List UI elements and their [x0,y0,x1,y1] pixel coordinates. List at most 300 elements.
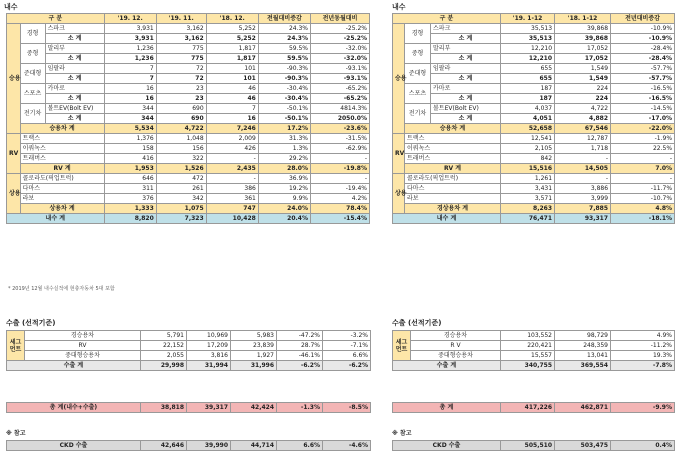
export-row [7,361,371,371]
value-cell: 5,534 [104,124,156,134]
export-monthly-table [6,330,371,371]
value-cell: -11.7% [611,184,675,194]
value-cell: 7,323 [156,214,206,224]
value-cell: 369,554 [555,361,611,371]
value-cell: 101 [206,74,258,84]
table-row [393,24,675,34]
value-cell: -7.8% [611,361,675,371]
header-col: 전월대비증감 [258,14,310,24]
value-cell: 76,471 [501,214,555,224]
value-cell: 361 [206,194,258,204]
row-label: 소 계 [431,74,501,84]
value-cell: 44,714 [231,441,277,451]
value-cell: 103,552 [501,331,555,341]
value-cell: -28.4% [611,54,675,64]
row-label: 승용차 계 [405,124,501,134]
domestic-title-left: 내수 [4,3,18,11]
ref-label-left: ※ 참고 [6,430,26,437]
value-cell: 12,541 [501,134,555,144]
row-label: 카마로 [431,84,501,94]
header-col: '18. 1-12 [555,14,611,24]
value-cell: 187 [501,94,555,104]
value-cell: 1,526 [156,164,206,174]
row-label: 스파크 [45,24,104,34]
table-row [7,214,370,224]
export-side-label: 세그먼트 [393,331,411,361]
value-cell: - [206,174,258,184]
value-cell: 3,886 [555,184,611,194]
summary-row [393,441,675,451]
table-row [7,24,370,34]
summary-row [393,403,675,413]
table-row [393,194,675,204]
row-label: 트래버스 [405,154,501,164]
value-cell: 16 [206,114,258,124]
value-cell: 93,317 [555,214,611,224]
row-label: 경승용차 [411,331,501,341]
value-cell: 7 [206,104,258,114]
value-cell: -10.9% [611,34,675,44]
value-cell: 10,969 [187,331,231,341]
value-cell: - [206,154,258,164]
row-label: 다마스 [405,184,501,194]
row-label: 수출 계 [7,361,141,371]
value-cell: 8,263 [501,204,555,214]
export-title-right: 수출 (선적기준) [392,319,442,327]
value-cell: 5,252 [206,34,258,44]
footnote: * 2019년 12월 내수실적에 현충자동차 5대 포함 [8,286,115,292]
value-cell: 5,252 [206,24,258,34]
value-cell: 52,658 [501,124,555,134]
value-cell: 39,868 [555,24,611,34]
value-cell: 1,075 [156,204,206,214]
row-label: 이쿼녹스 [20,144,104,154]
row-label: 말리부 [45,44,104,54]
value-cell: -1.9% [611,134,675,144]
value-cell: -15.4% [311,214,370,224]
table-row [393,114,675,124]
header-category: 구 분 [7,14,105,24]
value-cell: 23 [156,84,206,94]
value-cell: 426 [206,144,258,154]
table-row [393,104,675,114]
value-cell: 39,317 [187,403,231,413]
group-label-rv: RV [7,134,21,174]
value-cell: 417,226 [501,403,555,413]
value-cell: - [611,154,675,164]
value-cell: 28.7% [277,341,323,351]
value-cell: 655 [501,64,555,74]
header-col: 전년대비증감 [611,14,675,24]
value-cell: 35,513 [501,34,555,44]
value-cell: 503,475 [555,441,611,451]
value-cell: -6.2% [323,361,371,371]
table-row [7,74,370,84]
header-row [7,14,370,24]
value-cell: 220,421 [501,341,555,351]
row-label: 다마스 [20,184,104,194]
row-label: 상용차 계 [20,204,104,214]
value-cell: 775 [156,54,206,64]
table-row [7,64,370,74]
value-cell: 747 [206,204,258,214]
value-cell: -30.4% [258,94,310,104]
table-row [7,104,370,114]
value-cell: 156 [156,144,206,154]
value-cell: 4,051 [501,114,555,124]
value-cell: 2,009 [206,134,258,144]
value-cell: 28.0% [258,164,310,174]
table-row [7,194,370,204]
table-row [7,44,370,54]
header-category: 구 분 [393,14,501,24]
group-label-passenger: 승용 [7,24,21,134]
value-cell: 311 [104,184,156,194]
value-cell: 29.2% [258,154,310,164]
value-cell: 8,820 [104,214,156,224]
row-label: 승용차 계 [20,124,104,134]
row-label: 라보 [405,194,501,204]
value-cell: 19.2% [258,184,310,194]
table-row [393,84,675,94]
segment-label: 경형 [20,24,45,44]
value-cell: 59.5% [258,54,310,64]
row-label: 소 계 [431,34,501,44]
value-cell: 261 [156,184,206,194]
value-cell: 1,236 [104,54,156,64]
value-cell: 1,953 [104,164,156,174]
value-cell: 17,052 [555,44,611,54]
row-label: RV [25,341,141,351]
summary-row [7,441,371,451]
value-cell: -11.2% [611,341,675,351]
table-row [393,154,675,164]
value-cell: 842 [501,154,555,164]
row-label: 소 계 [45,34,104,44]
table-row [7,154,370,164]
value-cell: -57.7% [611,64,675,74]
segment-label: 중형 [405,44,431,64]
value-cell: 344 [104,114,156,124]
table-row [393,134,675,144]
value-cell: -6.2% [277,361,323,371]
value-cell: 15,557 [501,351,555,361]
value-cell: 1,236 [104,44,156,54]
value-cell: 3,431 [501,184,555,194]
value-cell: 14,505 [555,164,611,174]
value-cell: 376 [104,194,156,204]
value-cell: 462,871 [555,403,611,413]
table-row [7,34,370,44]
value-cell: 416 [104,154,156,164]
value-cell: 13,041 [555,351,611,361]
value-cell: 158 [104,144,156,154]
export-row [393,361,675,371]
row-label: 트랙스 [405,134,501,144]
value-cell: 4,037 [501,104,555,114]
value-cell: -47.2% [277,331,323,341]
value-cell: 36.9% [258,174,310,184]
value-cell: -93.1% [311,64,370,74]
value-cell: 29,998 [141,361,187,371]
grand-total-right [392,402,675,413]
value-cell: 7,885 [555,204,611,214]
value-cell: 187 [501,84,555,94]
table-row [7,94,370,104]
summary-row [7,403,371,413]
value-cell: 322 [156,154,206,164]
value-cell: 16 [104,94,156,104]
grand-total-left [6,402,371,413]
value-cell: 15,516 [501,164,555,174]
value-cell: -57.7% [611,74,675,84]
value-cell: 3,931 [104,24,156,34]
value-cell: 386 [206,184,258,194]
value-cell: 3,162 [156,24,206,34]
value-cell: 10,428 [206,214,258,224]
ckd-right [392,440,675,451]
value-cell: -10.9% [611,24,675,34]
value-cell: 1,549 [555,74,611,84]
row-label: 소 계 [431,94,501,104]
value-cell: - [555,154,611,164]
segment-label: 준대형 [20,64,45,84]
row-label: 경상용차 계 [405,204,501,214]
value-cell: -4.6% [323,441,371,451]
value-cell: 4.8% [611,204,675,214]
export-title-left: 수출 (선적기준) [6,319,56,327]
group-label-rv: RV [393,134,405,174]
table-row [393,214,675,224]
table-row [393,204,675,214]
row-label: 카마로 [45,84,104,94]
value-cell: 6.6% [277,441,323,451]
domestic-title-right: 내수 [392,3,406,11]
value-cell: -62.9% [311,144,370,154]
value-cell: 4,882 [555,114,611,124]
value-cell: 2050.0% [311,114,370,124]
value-cell: 16 [104,84,156,94]
value-cell: 3,931 [104,34,156,44]
segment-label: 전기차 [405,104,431,124]
segment-label: 경형 [405,24,431,44]
value-cell: 24.0% [258,204,310,214]
table-row [393,144,675,154]
value-cell: 224 [555,84,611,94]
header-col: '19. 1-12 [501,14,555,24]
value-cell: 342 [156,194,206,204]
row-label: 볼트EV(Bolt EV) [431,104,501,114]
header-col: '19. 12. [104,14,156,24]
row-label: 소 계 [45,94,104,104]
value-cell: 2,435 [206,164,258,174]
row-label: RV 계 [405,164,501,174]
row-label: 중대형승용차 [25,351,141,361]
value-cell: 1,817 [206,54,258,64]
value-cell: -19.4% [311,184,370,194]
value-cell: -25.2% [311,34,370,44]
table-row [393,34,675,44]
value-cell: 4.9% [611,331,675,341]
row-label: 소 계 [431,54,501,64]
table-row [7,114,370,124]
table-row [393,184,675,194]
row-label: RV 계 [20,164,104,174]
export-row [7,341,371,351]
value-cell: 12,787 [555,134,611,144]
value-cell: 1,261 [501,174,555,184]
value-cell: 3,162 [156,34,206,44]
value-cell: -8.5% [323,403,371,413]
value-cell: 7 [104,74,156,84]
export-side-label: 세그먼트 [7,331,25,361]
row-label: 라보 [20,194,104,204]
value-cell: 775 [156,44,206,54]
value-cell: 4.2% [311,194,370,204]
value-cell: 23,839 [231,341,277,351]
value-cell: 472 [156,174,206,184]
table-row [393,174,675,184]
value-cell: 4,722 [156,124,206,134]
value-cell: 78.4% [311,204,370,214]
value-cell: 39,868 [555,34,611,44]
value-cell: -9.9% [611,403,675,413]
value-cell: 9.9% [258,194,310,204]
segment-label: 스포츠 [20,84,45,104]
value-cell: 646 [104,174,156,184]
value-cell: -19.8% [311,164,370,174]
value-cell: -10.7% [611,194,675,204]
value-cell: - [611,174,675,184]
row-label: 내수 계 [7,214,105,224]
value-cell: -28.4% [611,44,675,54]
ref-label-right: ※ 참고 [392,430,412,437]
table-row [393,74,675,84]
value-cell: 31,996 [231,361,277,371]
row-label: R V [411,341,501,351]
value-cell: 39,990 [187,441,231,451]
value-cell: 17,209 [187,341,231,351]
row-label: 임팔라 [45,64,104,74]
header-col: '18. 12. [206,14,258,24]
export-annual-table [392,330,675,371]
value-cell: -90.3% [258,64,310,74]
value-cell: 72 [156,64,206,74]
row-label: 소 계 [45,74,104,84]
value-cell: 31.3% [258,134,310,144]
table-row [7,144,370,154]
value-cell: -25.2% [311,24,370,34]
row-label: CKD 수출 [7,441,141,451]
value-cell: -90.3% [258,74,310,84]
row-label: 중대형승용차 [411,351,501,361]
value-cell: 7.0% [611,164,675,174]
value-cell: 24.3% [258,34,310,44]
segment-label: 전기차 [20,104,45,124]
value-cell: 1,333 [104,204,156,214]
table-row [7,184,370,194]
value-cell: 3,999 [555,194,611,204]
row-label: 트랙스 [20,134,104,144]
value-cell: 6.6% [323,351,371,361]
value-cell: 1.3% [258,144,310,154]
value-cell: 31,994 [187,361,231,371]
value-cell: 5,983 [231,331,277,341]
value-cell: 4,722 [555,104,611,114]
row-label: 총 계(내수+수출) [7,403,141,413]
row-label: CKD 수출 [393,441,501,451]
value-cell: 3,571 [501,194,555,204]
value-cell: 340,755 [501,361,555,371]
table-row [7,54,370,64]
value-cell: -23.6% [311,124,370,134]
value-cell: 67,546 [555,124,611,134]
value-cell: 72 [156,74,206,84]
export-row [393,351,675,361]
row-label: 볼트EV(Bolt EV) [45,104,104,114]
value-cell: -65.2% [311,94,370,104]
table-row [393,124,675,134]
value-cell: -30.4% [258,84,310,94]
row-label: 소 계 [45,114,104,124]
value-cell: -18.1% [611,214,675,224]
value-cell: 505,510 [501,441,555,451]
value-cell: 101 [206,64,258,74]
value-cell: 1,376 [104,134,156,144]
value-cell: -3.2% [323,331,371,341]
table-row [7,84,370,94]
table-row [393,64,675,74]
value-cell: -16.5% [611,94,675,104]
export-row [7,331,371,341]
value-cell: -22.0% [611,124,675,134]
row-label: 경승용차 [25,331,141,341]
value-cell: 3,816 [187,351,231,361]
table-row [7,124,370,134]
domestic-annual-table [392,13,675,224]
value-cell: 655 [501,74,555,84]
row-label: 트래버스 [20,154,104,164]
table-row [393,44,675,54]
value-cell: -32.0% [311,44,370,54]
row-label: 임팔라 [431,64,501,74]
value-cell: 22.5% [611,144,675,154]
table-row [393,54,675,64]
value-cell: 24.3% [258,24,310,34]
value-cell: -50.1% [258,114,310,124]
value-cell: 19.3% [611,351,675,361]
value-cell: 1,549 [555,64,611,74]
table-row [7,164,370,174]
value-cell: - [555,174,611,184]
value-cell: 2,055 [141,351,187,361]
row-label: 총 계 [393,403,501,413]
value-cell: 12,210 [501,44,555,54]
row-label: 이쿼녹스 [405,144,501,154]
export-row [393,331,675,341]
value-cell: -46.1% [277,351,323,361]
value-cell: -17.0% [611,114,675,124]
table-row [7,174,370,184]
group-label-commercial: 상용 [7,174,21,214]
header-col: '19. 11. [156,14,206,24]
table-row [393,94,675,104]
table-row [7,134,370,144]
value-cell: 46 [206,84,258,94]
export-row [7,351,371,361]
value-cell: 1,817 [206,44,258,54]
value-cell: 248,359 [555,341,611,351]
